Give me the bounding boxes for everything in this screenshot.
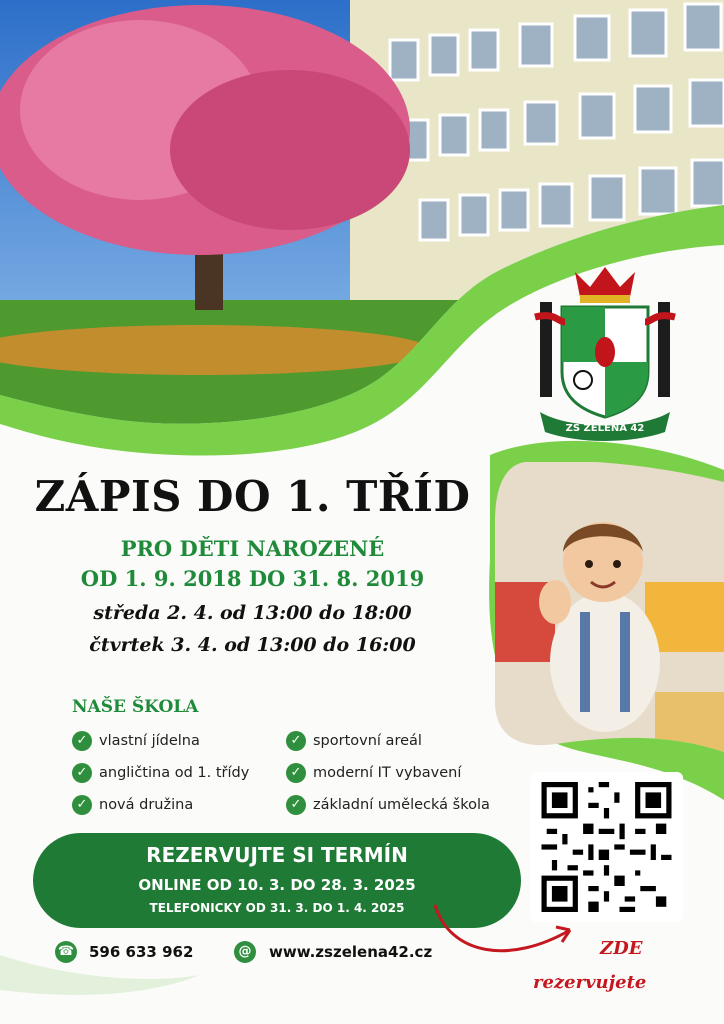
- feature-item: ✓ angličtina od 1. třídy: [72, 763, 249, 783]
- check-icon: ✓: [286, 763, 306, 783]
- web-icon: @: [234, 941, 256, 963]
- school-logo: [530, 262, 680, 442]
- qr-code[interactable]: [540, 782, 673, 912]
- feature-item: ✓ vlastní jídelna: [72, 731, 200, 751]
- reservation-phone: TELEFONICKY OD 31. 3. DO 1. 4. 2025: [149, 901, 405, 915]
- page-title: ZÁPIS DO 1. TŘÍD: [34, 472, 471, 521]
- check-icon: ✓: [286, 731, 306, 751]
- check-icon: ✓: [286, 795, 306, 815]
- check-icon: ✓: [72, 763, 92, 783]
- check-icon: ✓: [72, 795, 92, 815]
- child-photo: [495, 462, 724, 752]
- subtitle-date-range: OD 1. 9. 2018 DO 31. 8. 2019: [80, 566, 425, 591]
- cta-here: ZDE: [600, 938, 643, 959]
- date-thursday: čtvrtek 3. 4. od 13:00 do 16:00: [89, 634, 416, 656]
- subtitle-born: PRO DĚTI NAROZENÉ: [120, 536, 385, 561]
- reservation-online: ONLINE OD 10. 3. DO 28. 3. 2025: [138, 876, 416, 894]
- feature-item: ✓ moderní IT vybavení: [286, 763, 461, 783]
- feature-item: ✓ sportovní areál: [286, 731, 422, 751]
- feature-item: ✓ základní umělecká škola: [286, 795, 490, 815]
- logo-bottom-text: ZŠ ZELENÁ 42: [565, 423, 645, 434]
- date-wednesday: středa 2. 4. od 13:00 do 18:00: [93, 602, 412, 624]
- contact-web[interactable]: www.zszelena42.cz: [269, 943, 433, 961]
- check-icon: ✓: [72, 731, 92, 751]
- phone-icon: ☎: [55, 941, 77, 963]
- arrow-icon: [430, 895, 580, 975]
- feature-item: ✓ nová družina: [72, 795, 193, 815]
- reservation-title: REZERVUJTE SI TERMÍN: [146, 843, 408, 867]
- school-heading: NAŠE ŠKOLA: [72, 697, 199, 717]
- contact-phone: 596 633 962: [89, 943, 194, 961]
- cta-reserve: rezervujete: [533, 972, 647, 993]
